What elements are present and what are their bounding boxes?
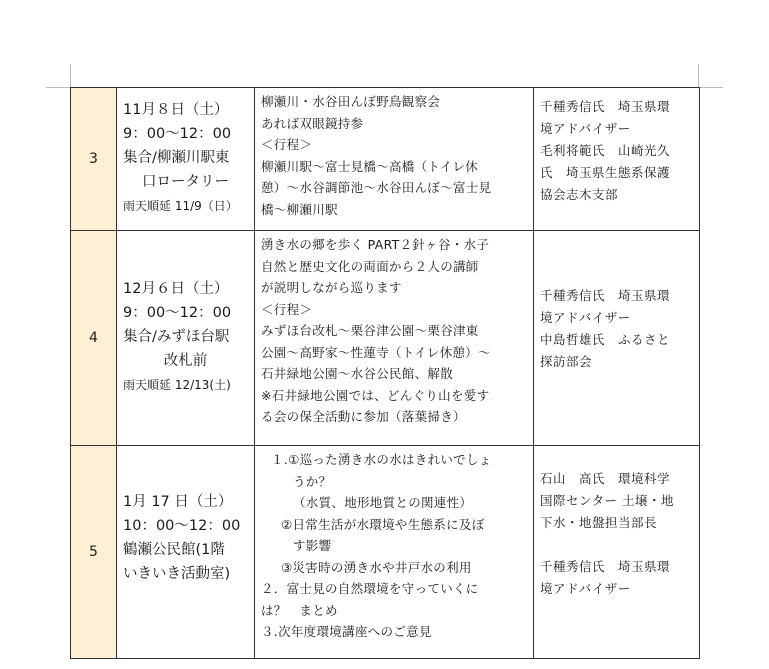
margin-crop-mark-left-horizontal [46,87,70,88]
table-row [71,446,700,659]
content-line: （水質、地形地質との関連性） [293,495,473,510]
session-date-cell [117,446,255,659]
rain-date: 雨天順延 12/13(土) [123,378,231,392]
content-line: １.①巡った湧き水の水はきれいでしょ [271,452,492,467]
session-content-cell [255,88,534,231]
session-date-cell [117,231,255,446]
lecturer-line: 千種秀信氏 埼玉県環 [540,99,671,114]
content-line: 憩）～水谷調節池～水谷田んぼ～富士見 [261,180,492,195]
content-line: す影響 [293,538,332,553]
session-time: 10：00～12：00 [123,518,241,534]
lecturer-line: 氏 埼玉県生態系保護 [540,165,671,180]
lecturer-spacer [540,534,693,556]
content-line: 公園～高野家～性蓮寺（トイレ休憩）～ [261,344,491,360]
lecturer-cell [534,231,700,446]
content-line: 柳瀬川・水谷田んぼ野鳥観察会 [261,94,441,109]
lecturer-line: 千種秀信氏 埼玉県環 [540,559,671,574]
lecturer-line: 毛利将範氏 山崎光久 [540,143,671,158]
content-line: 橋～柳瀬川駅 [261,201,338,217]
session-number: 3 [71,88,117,231]
content-line: みずほ台改札～栗谷津公園～栗谷津東 [261,323,479,338]
lecturer-cell [534,446,700,659]
session-time: 9：00～12：00 [123,126,232,142]
content-line: ②日常生活が水環境や生態系に及ぼ [281,516,485,532]
content-line: 自然と歴史文化の両面から２人の講師 [261,258,479,274]
content-line: ※石井緑地公園では、どんぐり山を愛す [261,387,490,403]
session-number: 5 [71,446,117,659]
content-line: あれば双眼鏡持参 [261,115,364,131]
event-schedule-table [70,87,700,659]
lecturer-line: 国際センター 土壌・地 [540,493,674,508]
session-date: 11月８日（土） [123,102,229,118]
session-date: 1月 17 日（土） [123,494,233,510]
content-line: うか？ [293,473,332,489]
content-line: ＜行程＞ [261,301,313,317]
content-line: が説明しながら巡ります [261,280,402,295]
content-line: ＜行程＞ [261,137,313,152]
table-row [71,88,700,231]
lecturer-line: 千種秀信氏 埼玉県環 [540,288,671,303]
meeting-place: 鶴瀬公民館(1階 [123,542,225,558]
session-time: 9：00～12：00 [123,305,232,321]
session-number: 4 [71,231,117,446]
lecturer-line: 探訪部会 [540,354,593,369]
session-content-cell [255,231,534,446]
content-line: ２．富士見の自然環境を守っていくに [261,581,479,596]
content-line: ③災害時の湧き水や井戸水の利用 [281,559,472,575]
session-content-cell [255,446,534,659]
table-row [71,231,700,446]
content-line: 湧き水の郷を歩く PART２針ヶ谷・水子 [261,237,490,252]
lecturer-line: 協会志木支部 [540,187,619,202]
content-line: ３.次年度環境講座へのご意見 [261,624,432,639]
lecturer-line: 下水・地盤担当部長 [540,515,658,530]
lecturer-line: 境アドバイザー [540,121,631,136]
content-line: る会の保全活動に参加（落葉掃き） [261,409,466,424]
margin-crop-mark-right-horizontal [699,87,723,88]
lecturer-line: 石山 高氏 環境科学 [540,471,671,486]
content-line: 石井緑地公園～水谷公民館、解散 [261,366,454,381]
margin-crop-mark-right-vertical [698,64,699,88]
session-date: 12月６日（土） [123,281,229,297]
content-line: 柳瀬川駅～富士見橋～高橋（トイレ休 [261,158,478,174]
meeting-place-cont: 改札前 [163,353,208,369]
meeting-place-cont: いきいき活動室) [123,566,231,582]
session-date-cell [117,88,255,231]
lecturer-line: 中島哲雄氏 ふるさと [540,332,671,347]
lecturer-cell [534,88,700,231]
meeting-place: 集合/柳瀬川駅東 [123,150,230,166]
content-line: は？ まとめ [261,602,338,618]
lecturer-line: 境アドバイザー [540,310,631,325]
lecturer-line: 境アドバイザー [540,581,631,596]
meeting-place: 集合/みずほ台駅 [123,329,230,345]
meeting-place-cont: 口ロータリー [142,174,229,190]
rain-date: 雨天順延 11/9（日） [123,199,238,213]
margin-crop-mark-left-vertical [70,64,71,88]
